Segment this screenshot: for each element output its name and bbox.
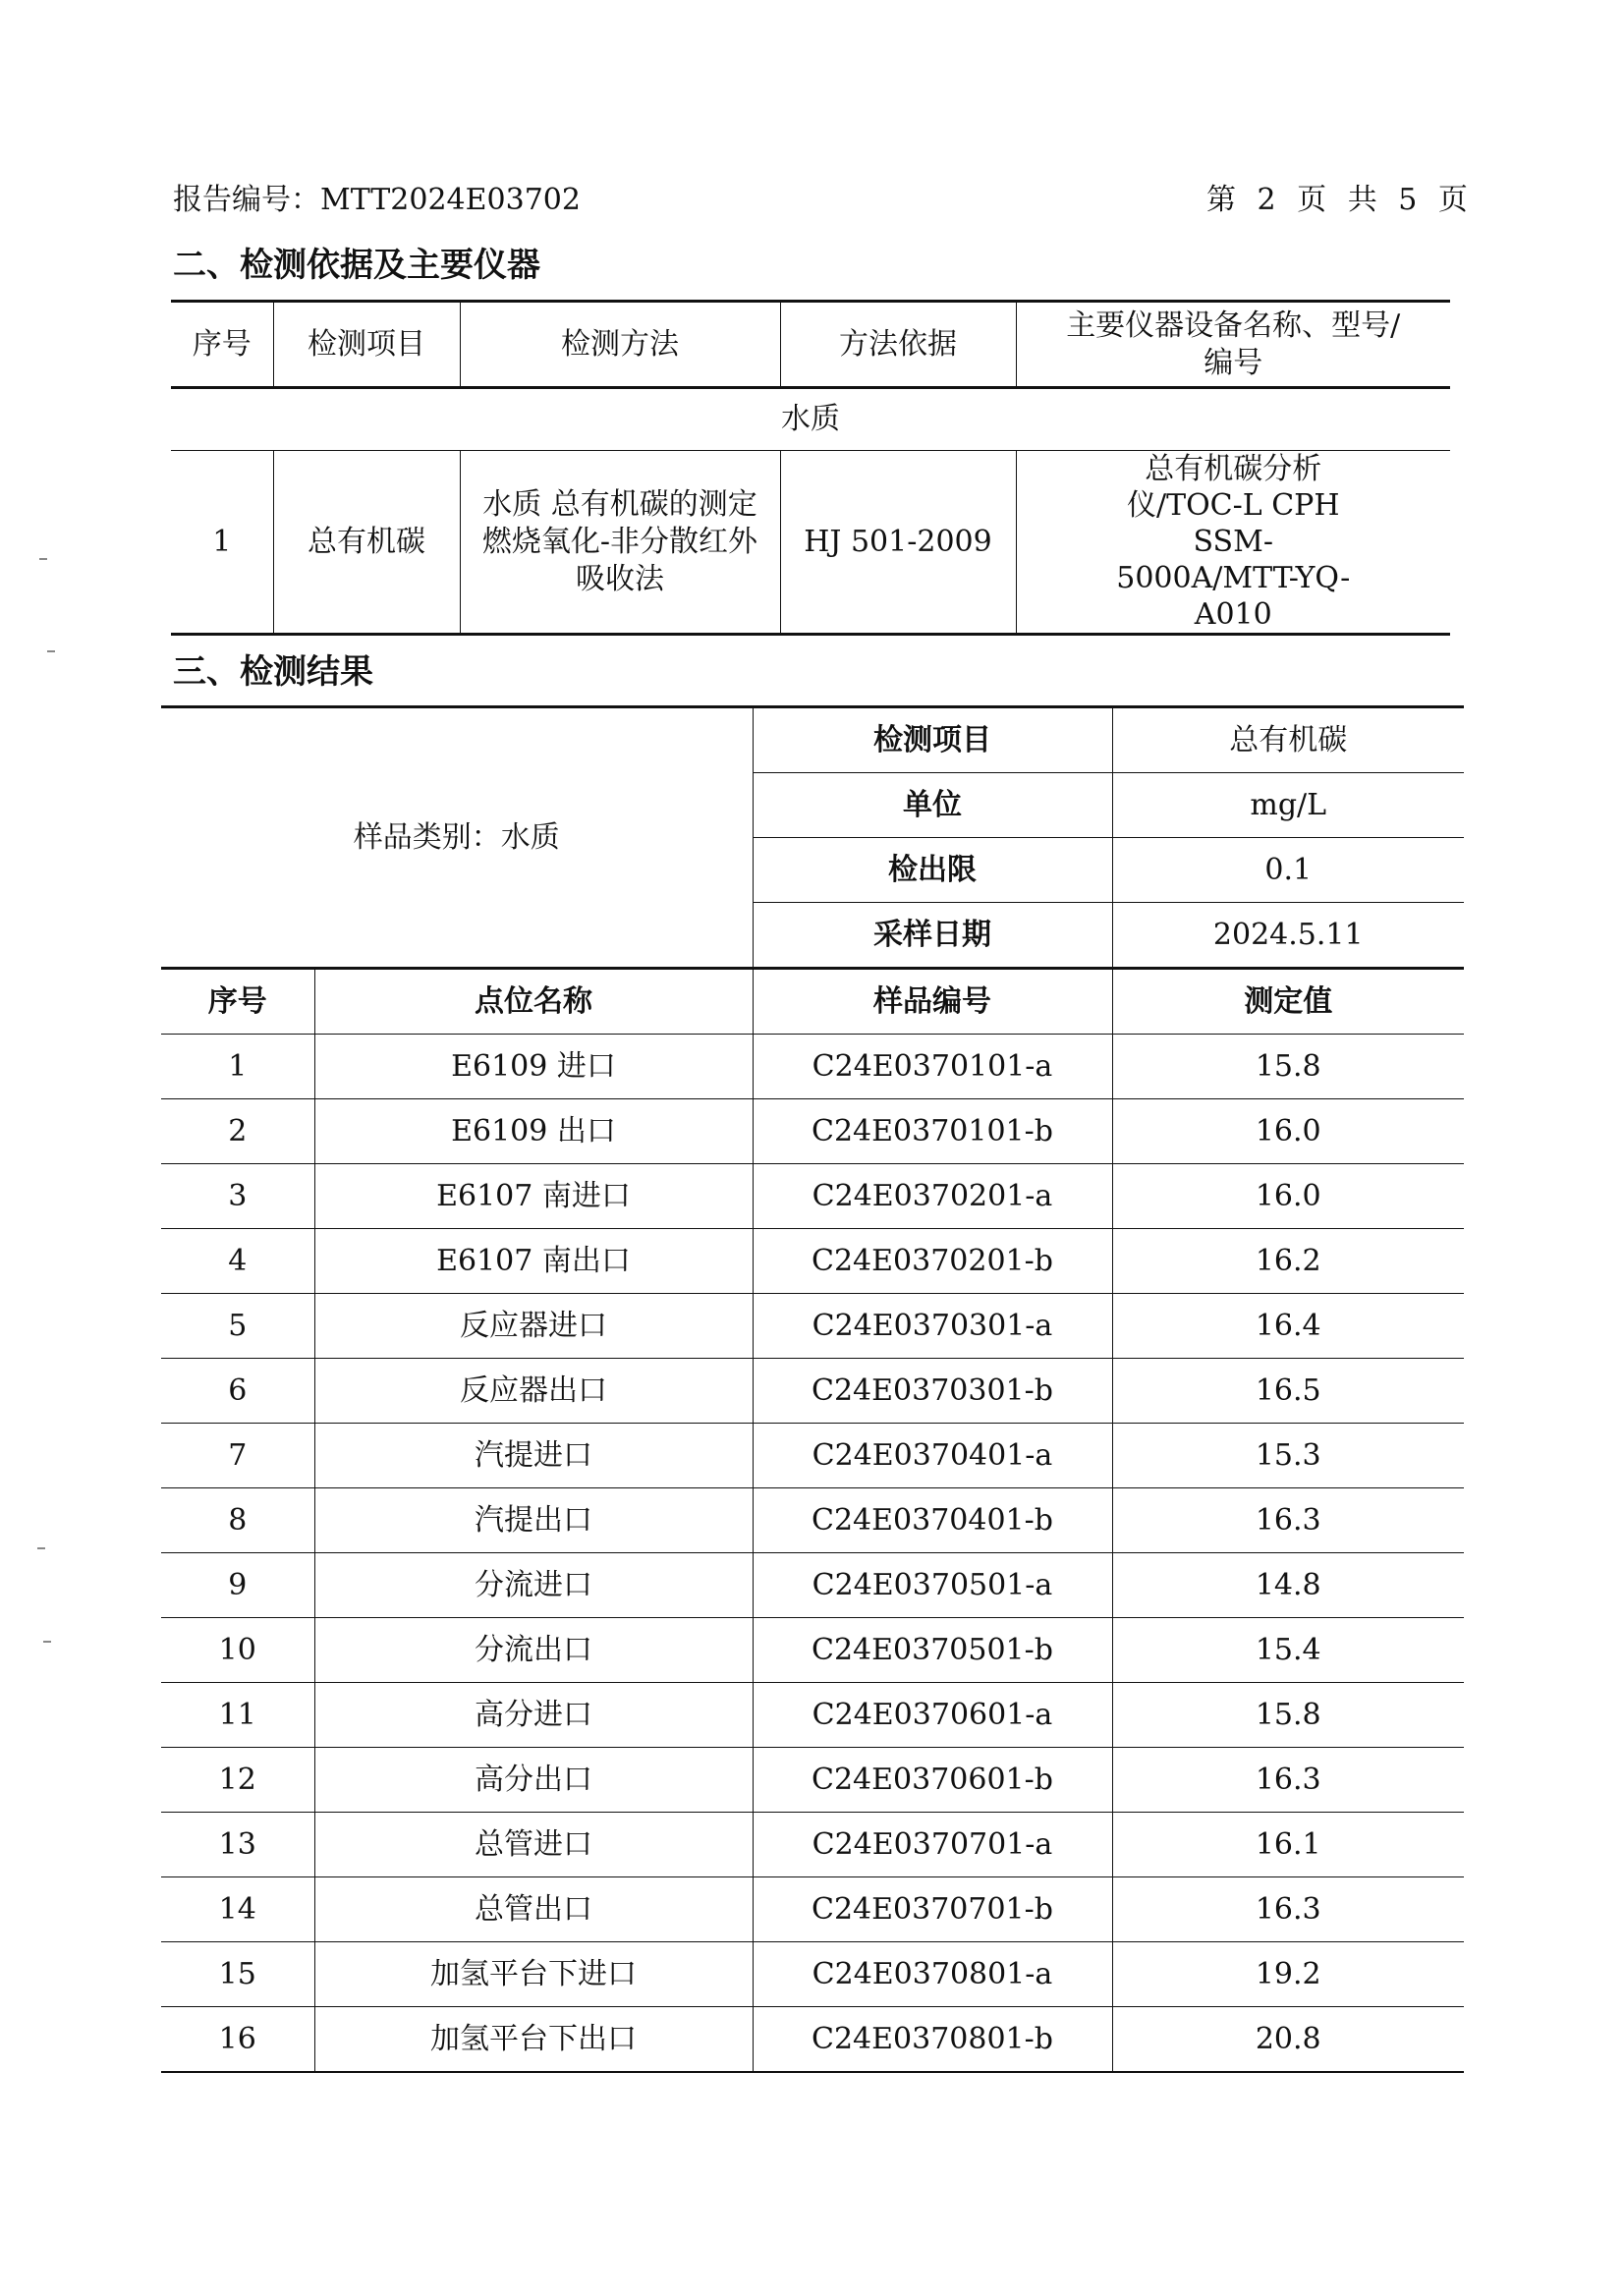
info-label: 检出限 [753,838,1112,903]
measured-value: 15.3 [1112,1424,1464,1488]
scan-mark [37,1547,45,1549]
table-row [161,1424,1464,1488]
table-row [161,1359,1464,1424]
info-value: 总有机碳 [1112,707,1464,773]
table-row [161,1164,1464,1229]
point-name: 反应器出口 [314,1359,753,1424]
header-cell: 方法依据 [780,302,1016,388]
table-row [161,1099,1464,1164]
point-name: 汽提出口 [314,1488,753,1553]
table-row [161,1488,1464,1553]
sample-id: C24E0370701-b [753,1877,1112,1942]
point-name: E6107 南进口 [314,1164,753,1229]
row-number: 5 [161,1294,314,1359]
header-cell: 检测方法 [460,302,780,388]
sample-id: C24E0370101-a [753,1035,1112,1099]
point-name: 高分出口 [314,1748,753,1813]
row-number: 13 [161,1813,314,1877]
column-header: 测定值 [1112,969,1464,1035]
sample-id: C24E0370601-a [753,1683,1112,1748]
table-row [161,1618,1464,1683]
table-row [161,1877,1464,1942]
row-number: 1 [171,451,273,635]
sample-id: C24E0370301-b [753,1359,1112,1424]
row-number: 8 [161,1488,314,1553]
point-name: 分流出口 [314,1618,753,1683]
results-table [161,705,1464,2073]
point-name: 反应器进口 [314,1294,753,1359]
row-number: 12 [161,1748,314,1813]
instrument: 总有机碳分析仪/TOC-L CPH SSM-5000A/MTT-YQ-A010 [1016,451,1450,635]
header-cell: 序号 [171,302,273,388]
row-number: 7 [161,1424,314,1488]
row-number: 15 [161,1942,314,2007]
sample-type: 样品类别：水质 [161,707,753,969]
measured-value: 16.0 [1112,1099,1464,1164]
info-row [161,707,1464,773]
table-row [171,451,1450,635]
category-cell: 水质 [171,388,1450,451]
measured-value: 16.5 [1112,1359,1464,1424]
sample-id: C24E0370201-b [753,1229,1112,1294]
row-number: 11 [161,1683,314,1748]
method-basis: HJ 501-2009 [780,451,1016,635]
sample-id: C24E0370101-b [753,1099,1112,1164]
point-name: 汽提进口 [314,1424,753,1488]
table-row [161,1748,1464,1813]
measured-value: 16.1 [1112,1813,1464,1877]
point-name: 高分进口 [314,1683,753,1748]
measured-value: 15.8 [1112,1683,1464,1748]
scan-mark [43,1641,51,1643]
sample-id: C24E0370501-b [753,1618,1112,1683]
sample-id: C24E0370601-b [753,1748,1112,1813]
test-item: 总有机碳 [273,451,460,635]
sample-id: C24E0370201-a [753,1164,1112,1229]
measured-value: 15.4 [1112,1618,1464,1683]
row-number: 1 [161,1035,314,1099]
sample-id: C24E0370401-b [753,1488,1112,1553]
sample-id: C24E0370801-b [753,2007,1112,2073]
row-number: 9 [161,1553,314,1618]
table-row [161,1035,1464,1099]
row-number: 4 [161,1229,314,1294]
header-cell: 主要仪器设备名称、型号/编号 [1016,302,1450,388]
header-cell: 检测项目 [273,302,460,388]
table-row [161,1294,1464,1359]
sample-id: C24E0370801-a [753,1942,1112,2007]
info-value: mg/L [1112,773,1464,838]
category-row [171,388,1450,451]
table-header-row [171,302,1450,388]
row-number: 16 [161,2007,314,2073]
table-row [161,1683,1464,1748]
point-name: 加氢平台下进口 [314,1942,753,2007]
info-value: 2024.5.11 [1112,903,1464,969]
table-row [161,2007,1464,2073]
measured-value: 16.0 [1112,1164,1464,1229]
method-instrument-table [171,300,1450,636]
report-number: 报告编号：MTT2024E03702 [173,183,581,217]
point-name: E6109 进口 [314,1035,753,1099]
row-number: 2 [161,1099,314,1164]
row-number: 10 [161,1618,314,1683]
measured-value: 16.3 [1112,1488,1464,1553]
row-number: 14 [161,1877,314,1942]
info-label: 检测项目 [753,707,1112,773]
table-row [161,1553,1464,1618]
sample-id: C24E0370401-a [753,1424,1112,1488]
measured-value: 19.2 [1112,1942,1464,2007]
measured-value: 16.4 [1112,1294,1464,1359]
point-name: 分流进口 [314,1553,753,1618]
table-row [161,1813,1464,1877]
point-name: 总管进口 [314,1813,753,1877]
section-title-results: 三、检测结果 [173,652,373,692]
info-value: 0.1 [1112,838,1464,903]
test-method: 水质 总有机碳的测定 燃烧氧化-非分散红外吸收法 [460,451,780,635]
measured-value: 16.3 [1112,1748,1464,1813]
row-number: 3 [161,1164,314,1229]
table-row [161,1229,1464,1294]
info-label: 单位 [753,773,1112,838]
results-header-row [161,969,1464,1035]
measured-value: 15.8 [1112,1035,1464,1099]
row-number: 6 [161,1359,314,1424]
info-label: 采样日期 [753,903,1112,969]
column-header: 样品编号 [753,969,1112,1035]
measured-value: 16.3 [1112,1877,1464,1942]
point-name: E6109 出口 [314,1099,753,1164]
sample-id: C24E0370301-a [753,1294,1112,1359]
column-header: 点位名称 [314,969,753,1035]
section-title-basis: 二、检测依据及主要仪器 [173,246,540,285]
measured-value: 14.8 [1112,1553,1464,1618]
point-name: E6107 南出口 [314,1229,753,1294]
sample-id: C24E0370501-a [753,1553,1112,1618]
page-info: 第 2 页 共 5 页 [1206,183,1474,217]
scan-mark [39,558,47,560]
point-name: 总管出口 [314,1877,753,1942]
column-header: 序号 [161,969,314,1035]
measured-value: 16.2 [1112,1229,1464,1294]
sample-id: C24E0370701-a [753,1813,1112,1877]
table-row [161,1942,1464,2007]
point-name: 加氢平台下出口 [314,2007,753,2073]
measured-value: 20.8 [1112,2007,1464,2073]
scan-mark [47,650,55,652]
